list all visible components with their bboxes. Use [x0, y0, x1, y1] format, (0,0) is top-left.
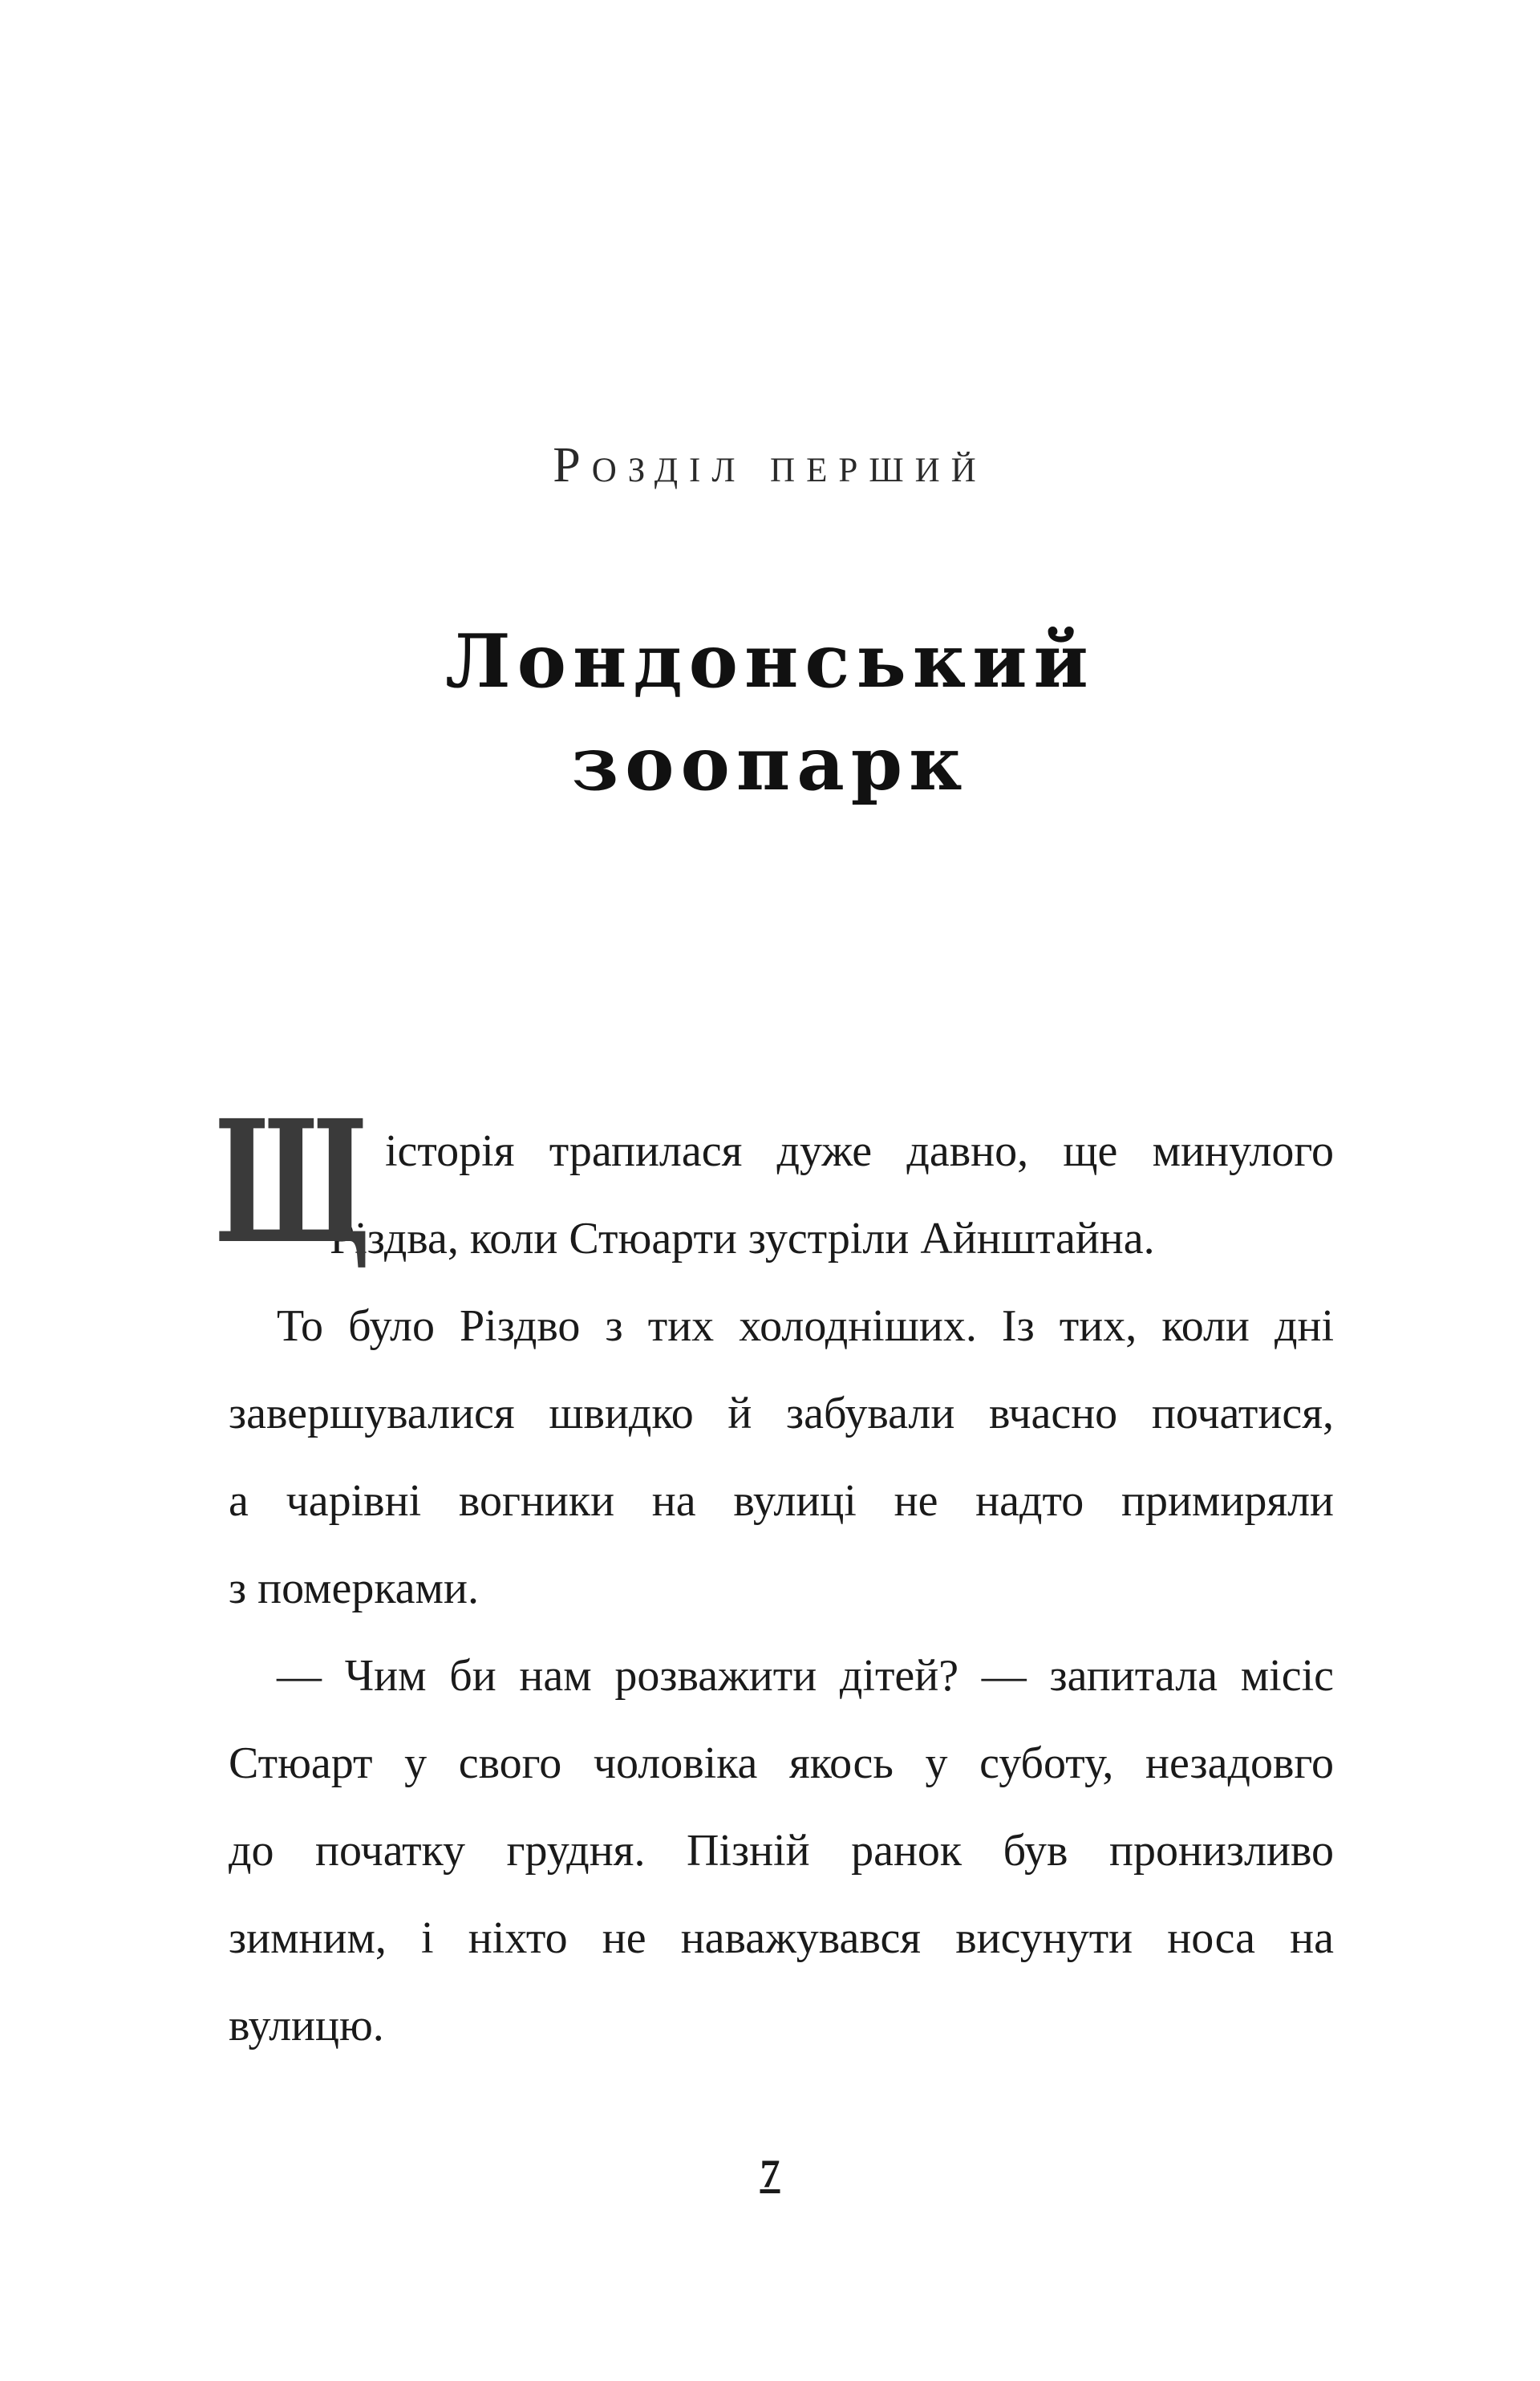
chapter-title-line-1: Лондонський: [445, 618, 1095, 704]
body-text: [214, 1083, 1334, 2077]
text-line: а чарівні вогники на вулиці не надто примиряли: [229, 1476, 1334, 1526]
text-line: — Чим би нам розважити дітей? — запитала місіс: [277, 1651, 1334, 1701]
text-line: Різдва, коли Стюарти зустріли Айнштайна.: [330, 1214, 1155, 1264]
chapter-label: Розділ перший: [553, 438, 987, 493]
text-line: я історія трапилася дуже давно, ще минулого: [330, 1126, 1334, 1176]
text-line: з померками.: [229, 1564, 479, 1613]
text-line: до початку грудня. Пізній ранок був пронизливо: [229, 1826, 1334, 1876]
page-number: 7: [760, 2151, 780, 2196]
text-line: завершувалися швидко й забували вчасно початися,: [229, 1389, 1334, 1438]
text-line: зимним, і ніхто не наважувався висунути носа на: [229, 1913, 1334, 1963]
text-line: То було Різдво з тих холодніших. Із тих, коли дні: [277, 1301, 1334, 1351]
chapter-title-line-2: зоопарк: [571, 720, 969, 807]
text-line: Стюарт у свого чоловіка якось у суботу, незадовго: [229, 1738, 1334, 1788]
text-line: вулицю.: [229, 2001, 384, 2050]
drop-cap: Щ: [214, 1083, 371, 1281]
